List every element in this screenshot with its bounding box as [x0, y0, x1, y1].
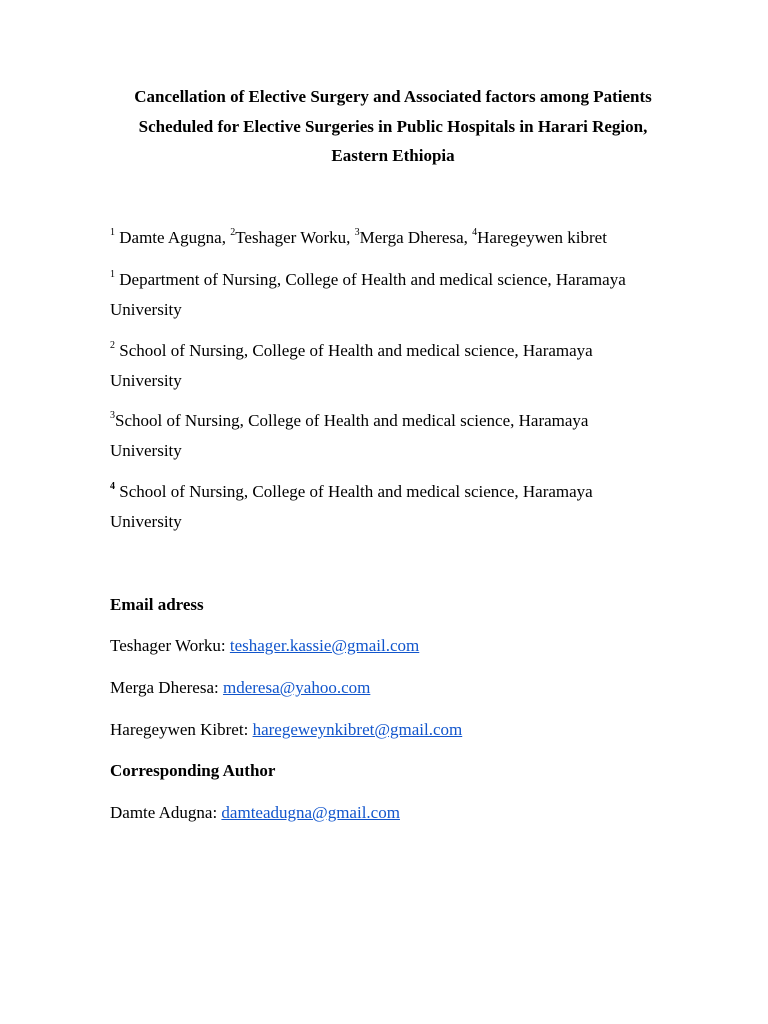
affiliation-1-line-1: Department of Nursing, College of Health and medical science, Haramaya [119, 270, 626, 289]
affiliation-4-line-2: University [110, 511, 182, 531]
corresponding-author-heading: Corresponding Author [110, 761, 276, 780]
email-3-link[interactable]: haregeweynkibret@gmail.com [252, 720, 463, 739]
affiliation-3-mark: 3 [110, 410, 115, 422]
email-entry-3 [110, 715, 680, 745]
affiliation-4 [110, 477, 680, 536]
affiliation-4-mark: 4 [110, 481, 115, 493]
title-line-2: Scheduled for Elective Surgeries in Public Hospitals in Harari Region, [138, 116, 648, 136]
affiliation-4-line-1: School of Nursing, College of Health and medical science, Haramaya [119, 482, 593, 501]
paper-title [104, 82, 682, 171]
title-line-1: Cancellation of Elective Surgery and Associated factors among Patients [134, 87, 652, 106]
email-1-label: Teshager Worku: [110, 636, 226, 655]
author-3-name: Merga Dheresa, [359, 228, 468, 247]
author-4-name: Haregeywen kibret [477, 228, 607, 247]
author-list [110, 223, 680, 253]
email-2-link[interactable]: mderesa@yahoo.com [222, 678, 371, 697]
author-1-affiliation-mark: 1 [110, 227, 115, 239]
email-2-label: Merga Dheresa: [110, 678, 219, 697]
affiliation-1-mark: 1 [110, 269, 115, 281]
affiliation-2-line-2: University [110, 370, 182, 390]
affiliation-3-line-1: School of Nursing, College of Health and medical science, Haramaya [115, 411, 589, 430]
affiliation-2-mark: 2 [110, 340, 115, 352]
corresponding-author-entry [110, 798, 680, 828]
email-entry-2 [110, 673, 680, 703]
author-1-name: Damte Agugna, [119, 228, 226, 247]
author-4-affiliation-mark: 4 [472, 227, 478, 239]
author-3-affiliation-mark: 3 [354, 227, 360, 239]
email-3-label: Haregeywen Kibret: [110, 720, 249, 739]
affiliation-2 [110, 336, 680, 395]
affiliation-1 [110, 265, 680, 324]
email-1-link[interactable]: teshager.kassie@gmail.com [229, 636, 420, 655]
author-2-affiliation-mark: 2 [230, 227, 236, 239]
affiliation-3-line-2: University [110, 440, 182, 460]
email-entry-1 [110, 631, 680, 661]
corresponding-author-email-link[interactable]: damteadugna@gmail.com [221, 803, 400, 822]
affiliation-3 [110, 406, 680, 465]
corresponding-author-label: Damte Adugna: [110, 803, 218, 822]
title-line-3: Eastern Ethiopia [331, 146, 455, 165]
affiliation-1-line-2: University [110, 299, 182, 319]
affiliation-2-line-1: School of Nursing, College of Health and medical science, Haramaya [119, 341, 593, 360]
author-2-name: Teshager Worku, [235, 228, 351, 247]
email-heading: Email adress [110, 595, 204, 614]
